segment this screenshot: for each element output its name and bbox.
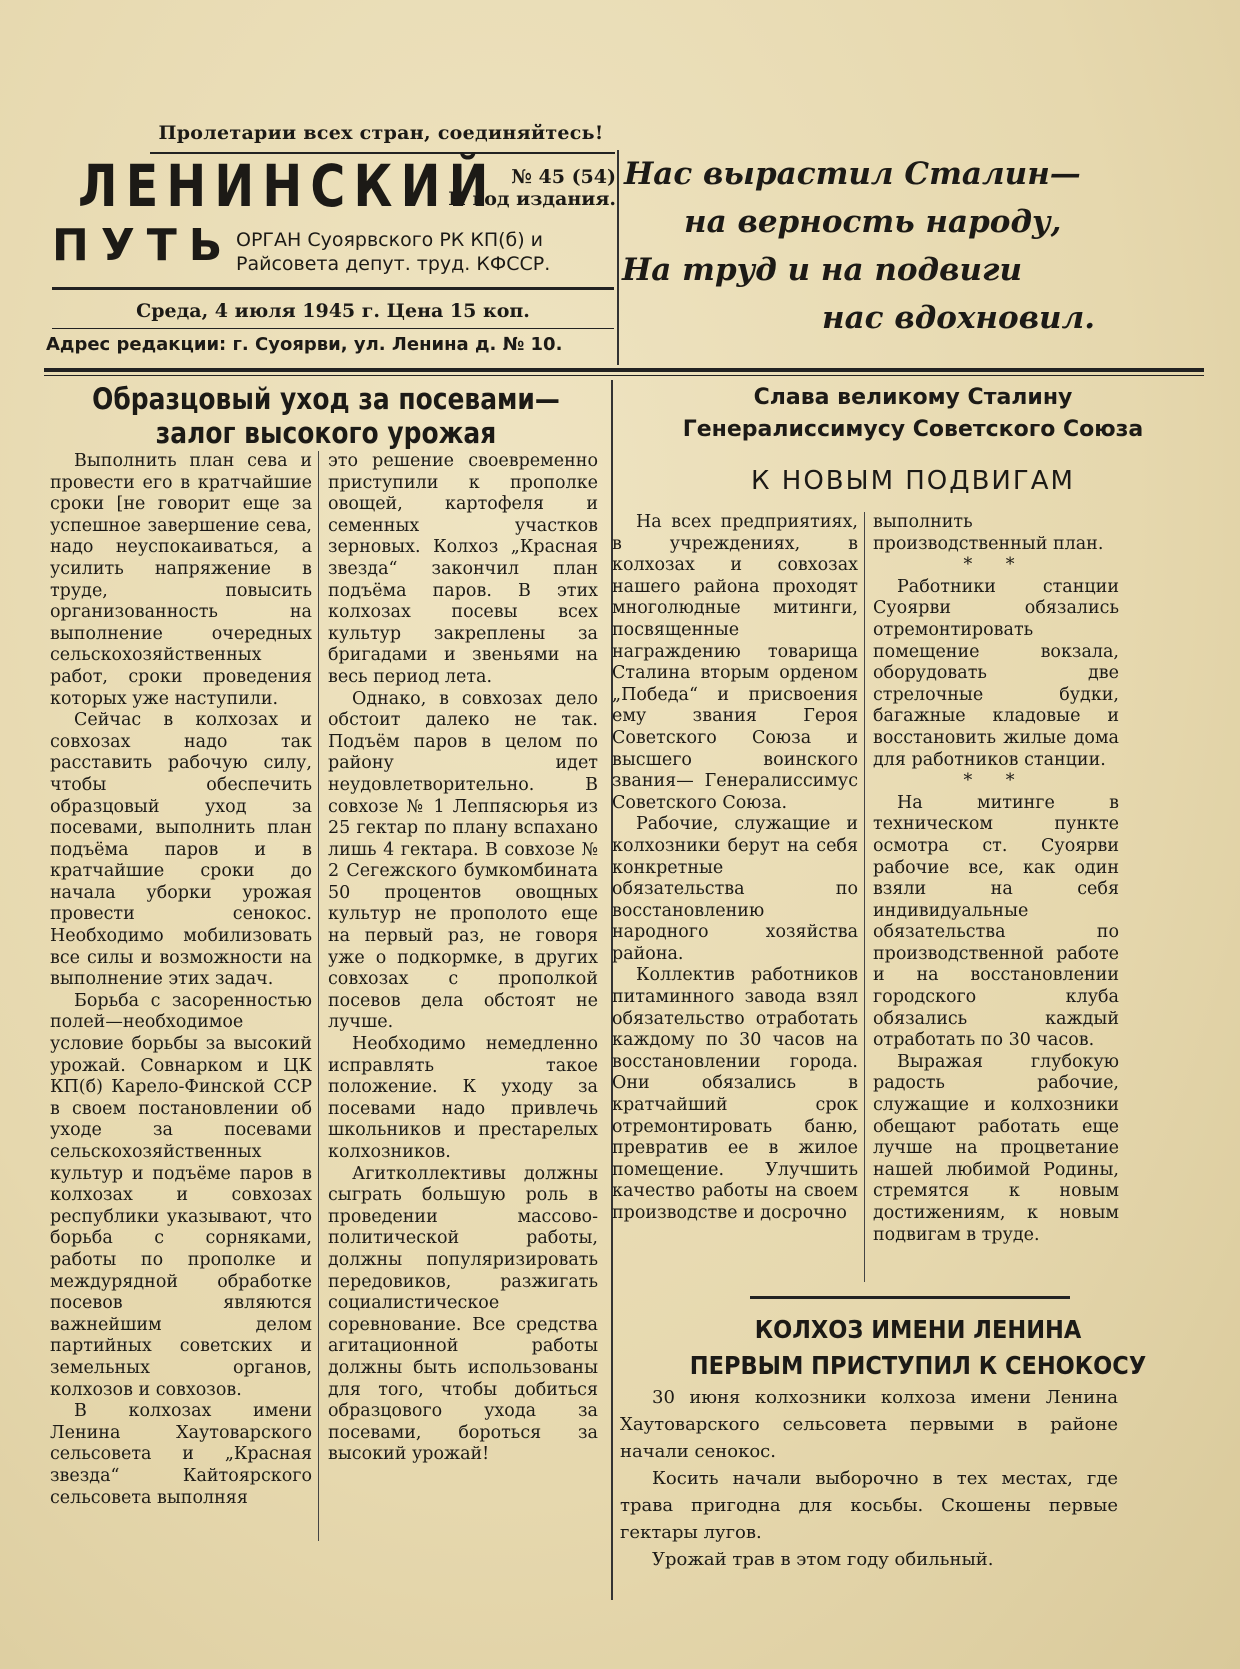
paragraph: Выполнить план сева и провести его в кратчайшие сроки [не говорит еще за успешное завершение сева, надо неуспокаиваться, а усилить напряжение в труде, повысить организованность на выполнение очередных сельскохозяйственных работ, сроки проведения которых уже наступили. <box>50 451 312 709</box>
paragraph: Агитколлективы должны сыграть большую роль в проведении массово-политической работы, должны популяризировать передовиков, разжигать социалистическое соревнование. Все средства агитационной работы должны быть использованы для того, чтобы добиться образцового ухода за посевами, бороться за высокий урожай! <box>328 1163 598 1465</box>
publisher-organ <box>236 228 620 276</box>
editorial-headline-line1: Образцовый уход за посевами— <box>92 382 560 416</box>
paragraph: В колхозах имени Ленина Хаутоварского сельсовета и „Красная звезда“ Кайтоярского сельсовета выполняя <box>50 1401 312 1508</box>
paragraph: Необходимо немедленно исправлять такое положение. К уходу за посевами надо привлечь школьников и престарелых колхозников. <box>328 1034 598 1162</box>
editorial-column-2 <box>328 451 598 1581</box>
haymaking-headline-line2: ПЕРВЫМ ПРИСТУПИЛ К СЕНОКОСУ <box>689 1351 1147 1380</box>
paragraph: Выражая глубокую радость рабочие, служащие и колхозники обещают работать еще лучше на процветание нашей любимой Родины, стремятся к новым достижениям, к новым подвигам в труде. <box>873 1051 1119 1245</box>
paragraph: Урожай трав в этом году обильный. <box>652 1549 994 1570</box>
dateline-divider <box>52 328 614 329</box>
slogan-line3: На труд и на подвиги <box>622 252 1022 288</box>
kicker-line1: Слава великому Сталину <box>753 385 1073 410</box>
feats-column-rule <box>864 512 865 1282</box>
editorial-headline <box>89 382 564 450</box>
slogan-line2: на верность народу, <box>684 204 1062 240</box>
paragraph: это решение своевременно приступили к прополке овощей, картофеля и семенных участков зерновых. Колхоз „Красная звезда“ закончил план подъёма паров. В этих колхозах посевы всех культур закреплены за бригадами и звеньями на весь период лета. <box>328 451 598 687</box>
haymaking-headline-line1: КОЛХОЗ ИМЕНИ ЛЕНИНА <box>754 1315 1082 1344</box>
kicker-line2: Генералиссимусу Советского Союза <box>682 417 1144 442</box>
paragraph: выполнить производственный план. <box>873 512 1104 554</box>
issue-number: № 45 (54) <box>511 166 616 188</box>
issue-info <box>436 166 616 210</box>
editorial-column-rule <box>318 451 319 1541</box>
paragraph: Борьба с засоренностью полей—необходимое условие борьбы за высокий урожай. Совнарком и ЦК КП(б) Карело-Финской ССР в своем постановлении об уходе за посевами сельскохозяйственных культур и подъёме паров в колхозах и совхозах республики указывают, что борьба с сорняками, работы по прополке и междурядной обработке посевов являются важнейшим делом партийных советских и земельных органов, колхозов и совхозов. <box>50 990 312 1400</box>
paragraph: Косить начали выборочно в тех местах, где трава пригодна для косьбы. Скошены первые гектары лугов. <box>620 1468 1118 1543</box>
newspaper-title-line1: ЛЕНИНСКИЙ <box>78 152 497 220</box>
header-rule-thin <box>44 375 1204 376</box>
stalin-slogan <box>622 150 1222 360</box>
paragraph: Однако, в совхозах дело обстоит далеко не так. Подъём паров в целом по району идет неудовлетворительно. В совхозе № 1 Леппясюрья из 25 гектар по плану вспахано лишь 4 гектара. В совхозе № 2 Сегежского бумкомбината 50 процентов овощных культур не прополото еще на первый раз, не говоря уже о подкормке, в других совхозах с прополкой посевов дела обстоят не лучше. <box>328 688 598 1033</box>
slogan-line1: Нас вырастил Сталин— <box>624 156 1081 192</box>
feats-column-2 <box>873 512 1119 1282</box>
feats-column-1 <box>612 512 858 1282</box>
slogan-line4: нас вдохновил. <box>822 300 1096 336</box>
editorial-column-1 <box>50 451 312 1581</box>
masthead-divider <box>52 287 614 290</box>
article-divider <box>750 1296 1070 1299</box>
year-of-issue: II год издания. <box>448 188 616 210</box>
paragraph: 30 июня колхозники колхоза имени Ленина Хаутоварского сельсовета первыми в районе начали сенокос. <box>620 1387 1118 1462</box>
masthead-column-rule <box>617 150 619 365</box>
organ-line1: ОРГАН Суоярвского РК КП(б) и <box>236 229 544 251</box>
organ-line2: Райсовета депут. труд. КФССР. <box>236 253 551 275</box>
paragraph: Рабочие, служащие и колхозники берут на себя конкретные обязательства по восстановлению народного хозяйства района. <box>612 814 858 964</box>
paragraph: Сейчас в колхозах и совхозах надо так расставить рабочую силу, чтобы обеспечить образцовый уход за посевами, выполнить план подъёма паров и в кратчайшие сроки до начала уборки урожая провести сенокос. Необходимо мобилизовать все силы и возможности на выполнение этих задач. <box>50 710 312 990</box>
paragraph: Работники станции Суоярви обязались отремонтировать помещение вокзала, оборудовать две стрелочные будки, багажные кладовые и восстановить жилые дома для работников станции. <box>873 576 1119 770</box>
editorial-address: Адрес редакции: г. Суоярви, ул. Ленина д. № 10. <box>46 334 563 355</box>
section-stars: * * <box>963 555 1029 576</box>
paragraph: На всех предприятиях, в учреждениях, в колхозах и совхозах нашего района проходят многолюдные митинги, посвященные награждению товарища Сталина вторым орденом „Победа“ и присвоения ему звания Героя Советского Союза и высшего воинского звания— Генералиссимус Советского Союза. <box>612 512 858 813</box>
editorial-headline-line2: залог высокого урожая <box>155 416 497 450</box>
new-feats-headline: К НОВЫМ ПОДВИГАМ <box>751 466 1075 496</box>
header-rule <box>44 368 1204 372</box>
masthead-motto: Пролетарии всех стран, соединяйтесь! <box>158 122 604 144</box>
haymaking-headline <box>648 1312 1188 1384</box>
section-stars: * * <box>963 771 1029 792</box>
dateline: Среда, 4 июля 1945 г. Цена 15 коп. <box>136 300 530 322</box>
haymaking-article <box>620 1384 1118 1594</box>
paragraph: На митинге в техническом пункте осмотра ст. Суоярви рабочие все, как один взяли на себя индивидуальные обязательства по производственной работе и на восстановлении городского клуба обязались каждый отработать по 30 часов. <box>873 792 1119 1051</box>
paragraph: Коллектив работников питаминного завода взял обязательство отработать каждому по 30 часов на восстановлении города. Они обязались в кратчайший срок отремонтировать баню, превратив ее в жилое помещение. Улучшить качество работы на своем производстве и досрочно <box>612 965 858 1223</box>
newspaper-title-line2: ПУТЬ <box>52 220 235 271</box>
stalin-kicker <box>618 382 1208 446</box>
